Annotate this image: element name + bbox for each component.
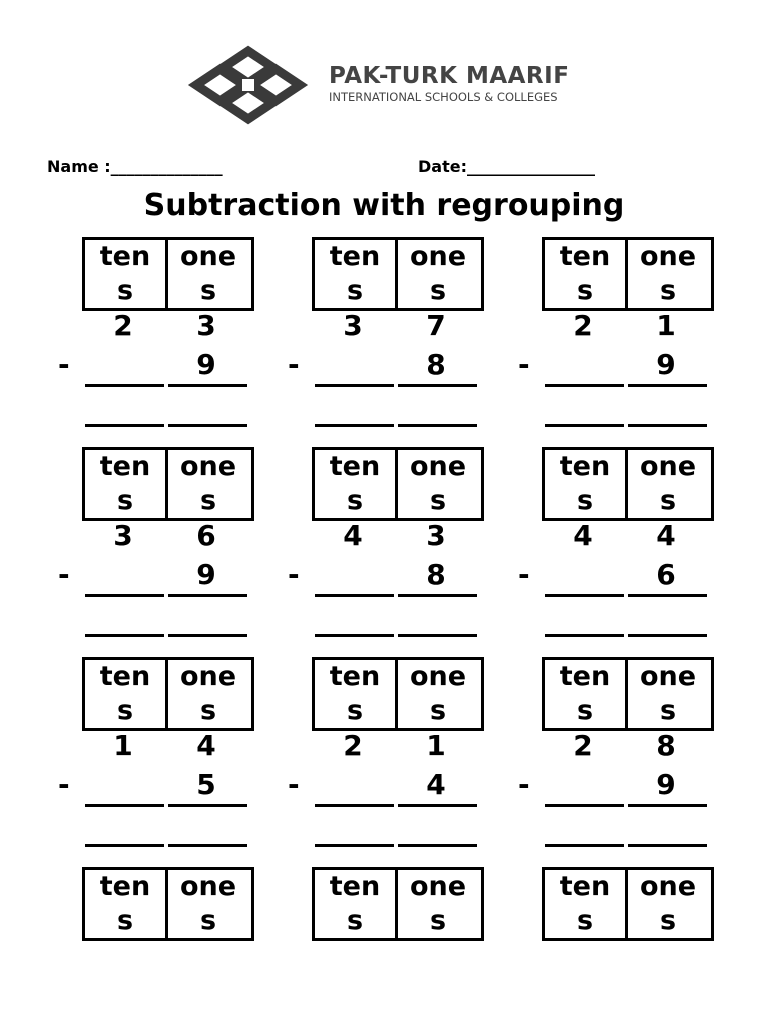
subtrahend-ones-line[interactable]	[398, 804, 477, 807]
tens-label: ten s	[99, 871, 151, 936]
place-value-header	[542, 237, 714, 311]
top-ones-digit: 4	[656, 519, 676, 552]
subtrahend-ones-line[interactable]	[628, 384, 707, 387]
top-ones-digit: 3	[426, 519, 446, 552]
top-ones-digit: 6	[196, 519, 216, 552]
minus-sign: -	[288, 348, 300, 381]
ones-label: one s	[179, 661, 237, 726]
brand-name: PAK-TURK MAARIF	[329, 63, 570, 89]
tens-label: ten s	[329, 661, 381, 726]
answer-tens-line[interactable]	[315, 634, 394, 637]
ones-label: one s	[639, 871, 697, 936]
place-value-header	[82, 867, 254, 941]
answer-tens-line[interactable]	[85, 844, 164, 847]
place-value-header	[312, 657, 484, 731]
place-value-header	[82, 657, 254, 731]
top-ones-digit: 4	[196, 729, 216, 762]
subtrahend-tens-line[interactable]	[315, 804, 394, 807]
answer-ones-line[interactable]	[398, 634, 477, 637]
page-title: Subtraction with regrouping	[143, 188, 625, 223]
place-value-header	[312, 447, 484, 521]
minus-sign: -	[518, 558, 530, 591]
subtrahend-tens-line[interactable]	[85, 594, 164, 597]
answer-ones-line[interactable]	[168, 634, 247, 637]
minus-sign: -	[288, 768, 300, 801]
top-tens-digit: 1	[113, 729, 133, 762]
subtrahend-ones-digit: 9	[196, 348, 216, 381]
school-logo	[186, 45, 586, 125]
ones-label: one s	[179, 451, 237, 516]
top-ones-digit: 7	[426, 309, 446, 342]
top-ones-digit: 8	[656, 729, 676, 762]
tens-label: ten s	[329, 241, 381, 306]
place-value-header	[312, 237, 484, 311]
subtrahend-tens-line[interactable]	[315, 594, 394, 597]
tens-label: ten s	[329, 871, 381, 936]
subtrahend-ones-line[interactable]	[398, 594, 477, 597]
top-tens-digit: 2	[113, 309, 133, 342]
minus-sign: -	[58, 768, 70, 801]
tens-label: ten s	[559, 661, 611, 726]
subtrahend-ones-digit: 8	[426, 558, 446, 591]
answer-tens-line[interactable]	[545, 634, 624, 637]
top-tens-digit: 2	[573, 729, 593, 762]
tens-label: ten s	[559, 871, 611, 936]
place-value-header	[82, 237, 254, 311]
answer-ones-line[interactable]	[398, 424, 477, 427]
subtrahend-tens-line[interactable]	[85, 804, 164, 807]
top-ones-digit: 3	[196, 309, 216, 342]
tens-label: ten s	[99, 451, 151, 516]
ones-label: one s	[409, 871, 467, 936]
subtrahend-ones-digit: 4	[426, 768, 446, 801]
minus-sign: -	[58, 558, 70, 591]
answer-ones-line[interactable]	[398, 844, 477, 847]
top-tens-digit: 2	[573, 309, 593, 342]
subtrahend-ones-digit: 6	[656, 558, 676, 591]
tens-label: ten s	[99, 241, 151, 306]
subtrahend-ones-line[interactable]	[628, 594, 707, 597]
top-ones-digit: 1	[426, 729, 446, 762]
place-value-header	[542, 657, 714, 731]
subtrahend-tens-line[interactable]	[545, 594, 624, 597]
tens-label: ten s	[99, 661, 151, 726]
subtrahend-ones-line[interactable]	[628, 804, 707, 807]
subtrahend-ones-digit: 9	[196, 558, 216, 591]
ones-label: one s	[179, 871, 237, 936]
answer-tens-line[interactable]	[545, 844, 624, 847]
answer-ones-line[interactable]	[628, 634, 707, 637]
tens-label: ten s	[559, 451, 611, 516]
subtrahend-tens-line[interactable]	[315, 384, 394, 387]
top-tens-digit: 3	[343, 309, 363, 342]
subtrahend-tens-line[interactable]	[85, 384, 164, 387]
answer-ones-line[interactable]	[628, 844, 707, 847]
place-value-header	[542, 447, 714, 521]
tens-label: ten s	[559, 241, 611, 306]
top-tens-digit: 4	[343, 519, 363, 552]
ones-label: one s	[179, 241, 237, 306]
place-value-header	[542, 867, 714, 941]
answer-tens-line[interactable]	[85, 424, 164, 427]
subtrahend-ones-line[interactable]	[398, 384, 477, 387]
answer-ones-line[interactable]	[168, 844, 247, 847]
answer-ones-line[interactable]	[628, 424, 707, 427]
subtrahend-ones-line[interactable]	[168, 804, 247, 807]
minus-sign: -	[518, 348, 530, 381]
ones-label: one s	[409, 241, 467, 306]
name-field[interactable]: Name :______________	[47, 157, 223, 176]
subtrahend-ones-digit: 8	[426, 348, 446, 381]
minus-sign: -	[288, 558, 300, 591]
place-value-header	[82, 447, 254, 521]
ones-label: one s	[639, 661, 697, 726]
top-tens-digit: 3	[113, 519, 133, 552]
subtrahend-ones-line[interactable]	[168, 594, 247, 597]
top-ones-digit: 1	[656, 309, 676, 342]
subtrahend-ones-digit: 9	[656, 768, 676, 801]
ones-label: one s	[639, 451, 697, 516]
top-tens-digit: 2	[343, 729, 363, 762]
place-value-header	[312, 867, 484, 941]
ones-label: one s	[409, 661, 467, 726]
brand-subtitle: INTERNATIONAL SCHOOLS & COLLEGES	[329, 90, 558, 104]
top-tens-digit: 4	[573, 519, 593, 552]
date-field[interactable]: Date:________________	[418, 157, 595, 176]
subtrahend-ones-digit: 5	[196, 768, 216, 801]
answer-tens-line[interactable]	[315, 424, 394, 427]
ones-label: one s	[639, 241, 697, 306]
subtrahend-tens-line[interactable]	[545, 384, 624, 387]
minus-sign: -	[58, 348, 70, 381]
answer-tens-line[interactable]	[315, 844, 394, 847]
answer-tens-line[interactable]	[545, 424, 624, 427]
answer-tens-line[interactable]	[85, 634, 164, 637]
answer-ones-line[interactable]	[168, 424, 247, 427]
tens-label: ten s	[329, 451, 381, 516]
subtrahend-ones-digit: 9	[656, 348, 676, 381]
subtrahend-tens-line[interactable]	[545, 804, 624, 807]
ones-label: one s	[409, 451, 467, 516]
interlocking-knot-emblem-icon	[186, 45, 310, 125]
subtrahend-ones-line[interactable]	[168, 384, 247, 387]
minus-sign: -	[518, 768, 530, 801]
